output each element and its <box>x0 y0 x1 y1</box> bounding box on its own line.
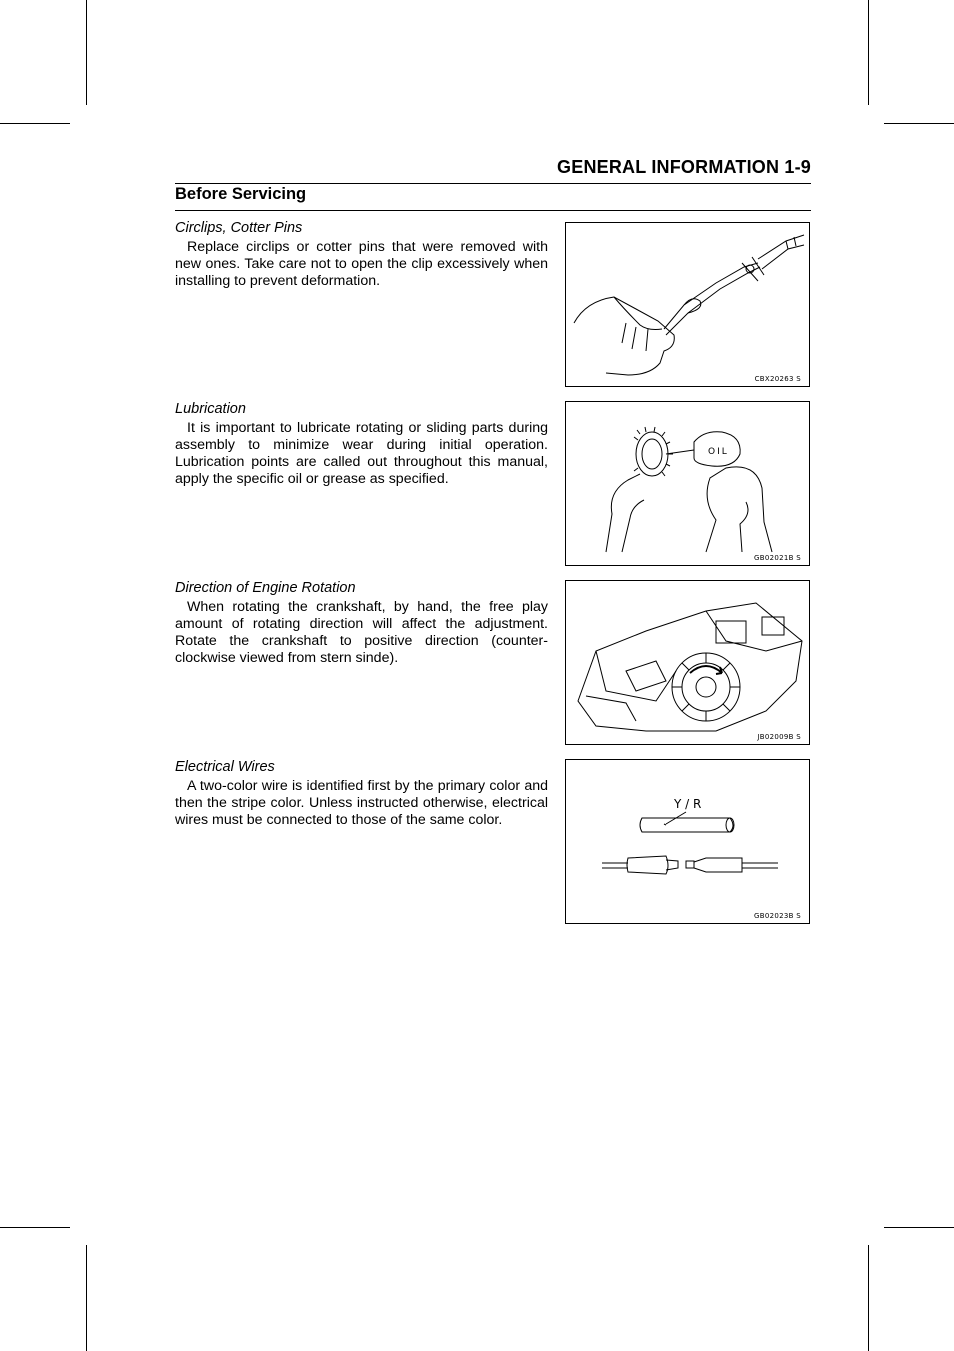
header-rule <box>175 183 811 184</box>
text-block-circlips <box>175 220 548 290</box>
crop-mark <box>86 1245 87 1351</box>
block-text: Replace circlips or cotter pins that were removed with new ones. Take care not to open the clip excessively when installing to prevent deformation. <box>175 239 548 289</box>
oil-label: OIL <box>708 447 729 457</box>
wire-color-label: Y / R <box>674 797 702 811</box>
section-title: Before Servicing <box>175 185 307 203</box>
text-block-electrical-wires <box>175 759 548 829</box>
crop-mark <box>884 123 954 124</box>
figure-engine-rotation <box>565 580 810 745</box>
crop-mark <box>0 123 70 124</box>
figure-code: GB02023B S <box>754 912 801 920</box>
crop-mark <box>868 1245 869 1351</box>
oil-can-illustration <box>566 402 811 567</box>
block-heading: Circlips, Cotter Pins <box>175 220 303 236</box>
pliers-illustration <box>566 223 811 388</box>
wire-illustration <box>566 760 811 925</box>
text-block-engine-rotation <box>175 580 548 667</box>
text-block-lubrication <box>175 401 548 488</box>
crop-mark <box>884 1227 954 1228</box>
crop-mark <box>0 1227 70 1228</box>
block-text: It is important to lubricate rotating or sliding parts during assembly to minimize wear during initial operation. Lubrication points are called out throughout this manual, apply the specific oil or grease as specified. <box>175 420 548 487</box>
figure-code: CBX20263 S <box>754 375 801 383</box>
figure-code: JB02009B S <box>757 733 801 741</box>
figure-lubrication <box>565 401 810 566</box>
section-rule <box>175 210 811 211</box>
figure-code: GB02021B S <box>754 554 801 562</box>
block-heading: Direction of Engine Rotation <box>175 580 356 596</box>
engine-illustration <box>566 581 811 746</box>
page-header-title: GENERAL INFORMATION 1-9 <box>557 157 811 177</box>
figure-circlip-pliers <box>565 222 810 387</box>
block-text: When rotating the crankshaft, by hand, the free play amount of rotating direction will affect the adjustment. Rotate the crankshaft to positive direction (counter-clockwise viewed from stern sinde). <box>175 599 548 666</box>
figure-electrical-wires <box>565 759 810 924</box>
block-heading: Lubrication <box>175 401 246 417</box>
block-heading: Electrical Wires <box>175 759 275 775</box>
crop-mark <box>86 0 87 105</box>
block-text: A two-color wire is identified first by the primary color and then the stripe color. Unless instructed otherwise, electrical wires must be connected to those of the same color. <box>175 778 548 828</box>
crop-mark <box>868 0 869 105</box>
